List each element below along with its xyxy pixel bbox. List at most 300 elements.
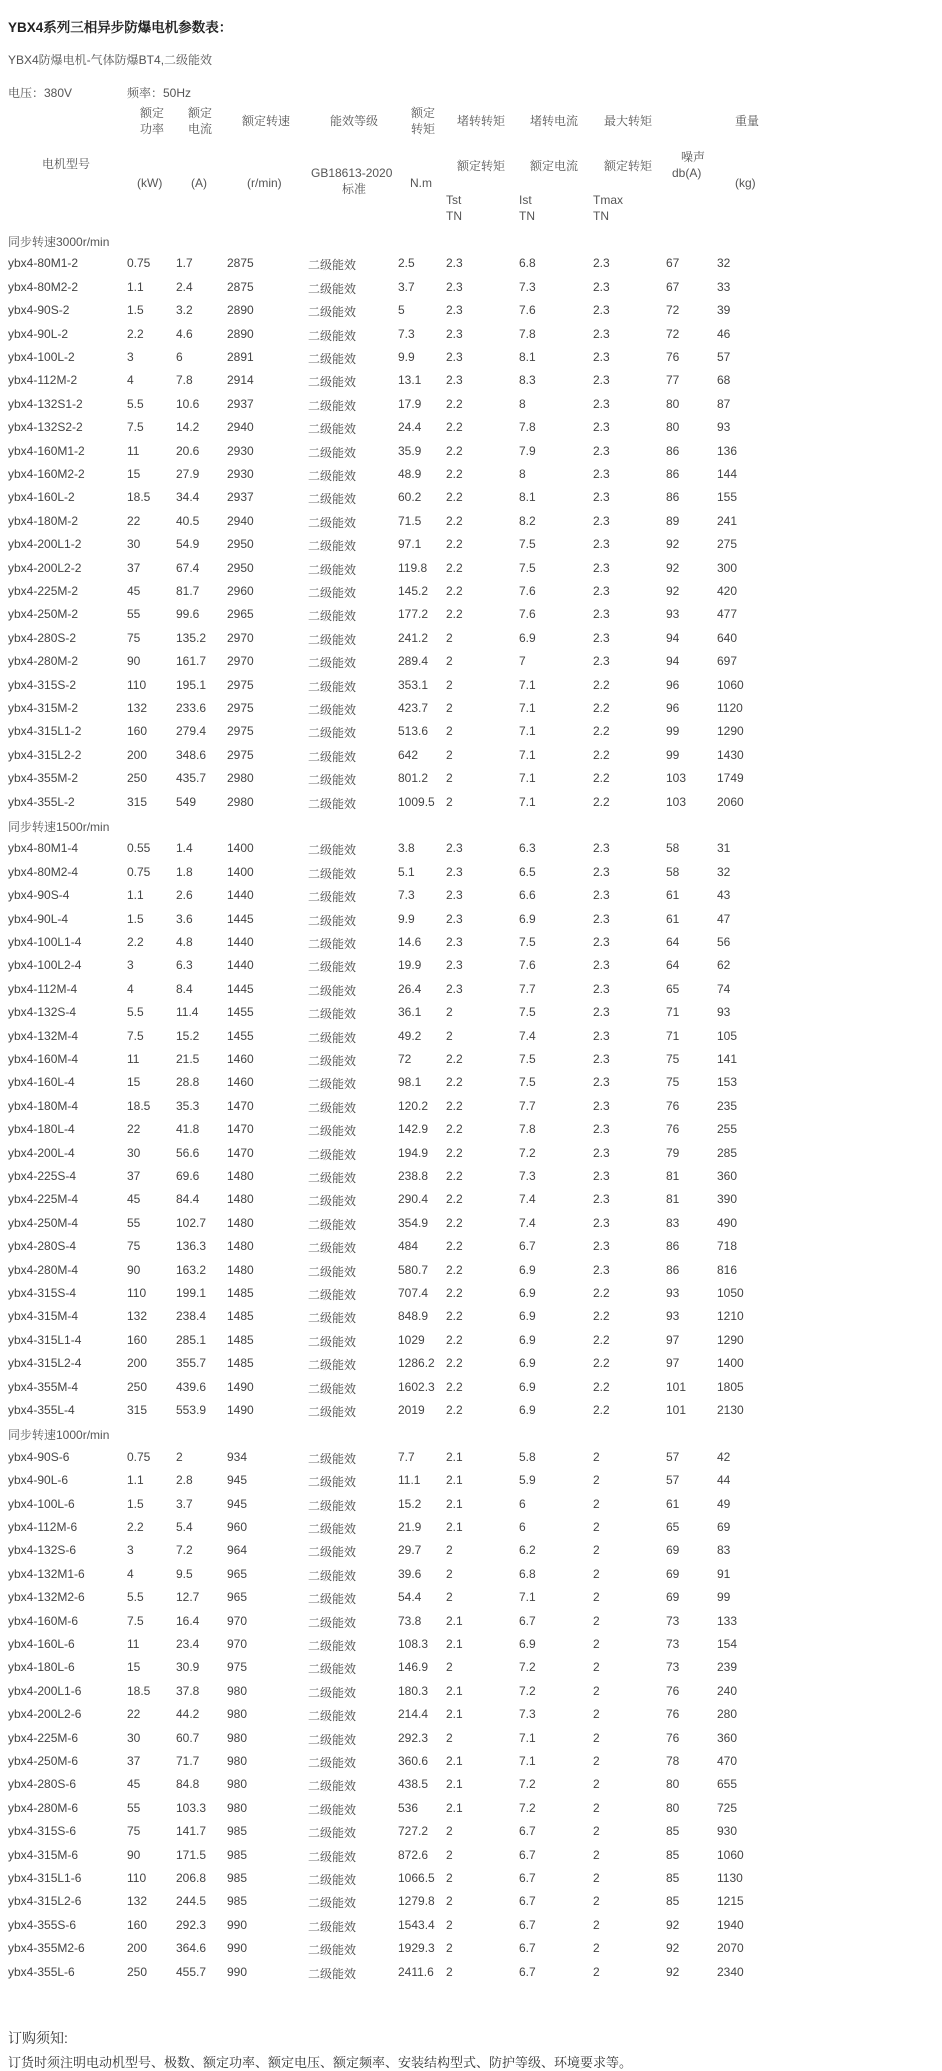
table-cell: 97	[666, 1356, 680, 1371]
table-cell: 2	[446, 724, 453, 739]
table-cell: 7.1	[519, 677, 536, 692]
table-cell: 1455	[227, 1005, 254, 1020]
table-cell: 725	[717, 1800, 738, 1815]
table-cell: 2.3	[593, 396, 610, 411]
table-cell: 7.5	[519, 935, 536, 949]
table-cell: 58	[666, 841, 680, 856]
table-row	[0, 510, 760, 533]
table-cell: 5	[398, 303, 405, 318]
notes-title: 订购须知:	[8, 2030, 68, 2046]
table-cell: 1286.2	[398, 1356, 435, 1371]
header-power-line2: 功率	[140, 122, 165, 136]
header-noise: 噪声	[681, 150, 706, 164]
table-cell: 30	[127, 537, 141, 552]
table-cell: 93	[666, 607, 680, 622]
table-cell: 964	[227, 1543, 248, 1558]
table-cell: 二级能效	[308, 1943, 357, 1958]
table-cell: 354.9	[398, 1215, 429, 1230]
table-cell: ybx4-160L-6	[8, 1637, 75, 1651]
table-cell: 2.4	[176, 279, 193, 294]
table-cell: 1279.8	[398, 1894, 435, 1909]
table-cell: 69	[666, 1566, 680, 1581]
table-cell: 62	[717, 958, 731, 973]
table-cell: 二级能效	[308, 1849, 357, 1864]
table-cell: 1485	[227, 1332, 254, 1347]
table-cell: 3.6	[176, 911, 193, 926]
table-cell: 二级能效	[308, 1381, 357, 1396]
table-cell: 155	[717, 490, 738, 505]
table-cell: 2	[176, 1449, 183, 1464]
table-cell: 2.1	[446, 1496, 463, 1511]
table-cell: 2937	[227, 490, 254, 505]
table-cell: 5.4	[176, 1520, 193, 1534]
table-cell: 2937	[227, 396, 254, 411]
table-cell: 2.2	[446, 1356, 463, 1371]
table-cell: 2.2	[446, 467, 463, 481]
table-cell: 930	[717, 1824, 738, 1839]
table-cell: ybx4-112M-6	[8, 1520, 78, 1534]
table-cell: 7.3	[398, 326, 415, 341]
table-cell: 1929.3	[398, 1941, 435, 1956]
table-cell: 985	[227, 1824, 248, 1839]
table-cell: 2.1	[446, 1520, 463, 1534]
table-cell: 27.9	[176, 467, 200, 481]
table-row	[0, 884, 760, 907]
table-cell: 990	[227, 1941, 248, 1956]
table-cell: 0.75	[127, 256, 151, 271]
table-row	[0, 1095, 760, 1118]
table-cell: 76	[666, 1098, 680, 1113]
table-cell: 2.3	[593, 490, 610, 505]
table-cell: 78	[666, 1754, 680, 1768]
table-cell: 0.75	[127, 1449, 151, 1464]
table-cell: 7.6	[519, 607, 536, 622]
table-cell: 81	[666, 1192, 680, 1207]
table-cell: 2.3	[593, 935, 610, 949]
table-cell: 61	[666, 888, 680, 903]
table-cell: 180.3	[398, 1683, 429, 1698]
table-cell: 7.8	[176, 373, 193, 388]
table-cell: 7.6	[519, 303, 536, 318]
table-cell: 49	[717, 1496, 731, 1511]
table-cell: 1.8	[176, 864, 193, 879]
table-cell: ybx4-80M2-2	[8, 279, 79, 294]
table-cell: 2965	[227, 607, 254, 622]
table-cell: 2.2	[446, 584, 463, 598]
table-cell: 80	[666, 420, 680, 435]
table-cell: 3	[127, 1543, 134, 1558]
table-cell: 4.8	[176, 935, 193, 949]
table-row	[0, 837, 760, 860]
table-cell: 945	[227, 1473, 248, 1488]
table-cell: 二级能效	[308, 515, 357, 530]
table-row	[0, 954, 760, 977]
table-cell: ybx4-280S-4	[8, 1239, 77, 1254]
table-cell: 二级能效	[308, 1615, 357, 1630]
table-row	[0, 767, 760, 790]
table-cell: 2	[446, 1917, 453, 1932]
table-cell: 10.6	[176, 396, 200, 411]
table-cell: 6.6	[519, 888, 536, 903]
table-cell: 7.6	[519, 958, 536, 973]
table-cell: 二级能效	[308, 632, 357, 647]
table-cell: 300	[717, 560, 738, 575]
table-cell: 1485	[227, 1309, 254, 1324]
table-cell: 1210	[717, 1309, 744, 1324]
table-cell: ybx4-200L2-6	[8, 1707, 82, 1722]
table-cell: 1.7	[176, 256, 193, 271]
header-efficiency-std: GB18613-2020	[311, 166, 393, 180]
table-cell: 30	[127, 1145, 141, 1160]
table-cell: 37.8	[176, 1683, 200, 1698]
table-cell: 2.3	[446, 864, 463, 879]
table-cell: 72	[398, 1052, 412, 1066]
table-cell: 1400	[717, 1356, 744, 1371]
table-cell: 1215	[717, 1894, 744, 1909]
table-cell: 945	[227, 1496, 248, 1511]
table-cell: 2950	[227, 537, 254, 552]
table-cell: 1470	[227, 1122, 254, 1137]
table-cell: 14.2	[176, 420, 200, 435]
table-cell: 2	[446, 1964, 453, 1979]
table-cell: 513.6	[398, 724, 429, 739]
voltage-label: 电压：380V	[8, 86, 73, 100]
table-cell: 2.2	[446, 1075, 463, 1090]
table-cell: 2340	[717, 1964, 744, 1979]
table-cell: 7.4	[519, 1215, 536, 1230]
table-cell: 1485	[227, 1286, 254, 1300]
table-row	[0, 791, 760, 814]
table-cell: 69.6	[176, 1169, 200, 1183]
table-cell: 2.3	[446, 841, 463, 856]
table-row	[0, 463, 760, 486]
table-cell: 1460	[227, 1075, 254, 1090]
table-cell: 2.3	[446, 279, 463, 294]
table-cell: 101	[666, 1403, 687, 1417]
page-title: YBX4系列三相异步防爆电机参数表：	[8, 20, 233, 35]
table-cell: 80	[666, 396, 680, 411]
table-row	[0, 393, 760, 416]
table-cell: 37	[127, 1169, 141, 1183]
table-cell: 6.7	[519, 1894, 536, 1909]
table-cell: 2.3	[593, 1122, 610, 1137]
table-cell: 2.3	[593, 1052, 610, 1066]
table-cell: 二级能效	[308, 983, 357, 998]
table-row	[0, 1235, 760, 1258]
table-cell: 3	[127, 350, 134, 364]
table-cell: 61	[666, 1496, 680, 1511]
table-cell: 86	[666, 1262, 680, 1277]
table-cell: 142.9	[398, 1122, 429, 1137]
table-cell: 1490	[227, 1403, 254, 1417]
table-row	[0, 1680, 760, 1703]
table-cell: 3.2	[176, 303, 193, 318]
table-cell: 105	[717, 1028, 738, 1043]
table-cell: 76	[666, 1683, 680, 1698]
table-cell: ybx4-315S-4	[8, 1286, 77, 1300]
table-cell: 2.3	[593, 443, 610, 458]
table-cell: ybx4-355L-6	[8, 1964, 75, 1979]
header-power-line1: 额定	[140, 106, 165, 120]
table-cell: 二级能效	[308, 1264, 357, 1279]
table-cell: 250	[127, 771, 148, 786]
table-cell: 1.5	[127, 1496, 144, 1511]
table-cell: 2060	[717, 794, 744, 809]
header-locked-torque-sub: 额定转矩	[457, 159, 506, 173]
table-cell: 2	[593, 1520, 600, 1534]
table-cell: 2	[446, 1730, 453, 1745]
table-cell: 355.7	[176, 1356, 207, 1371]
table-cell: 80	[666, 1800, 680, 1815]
table-cell: 2.3	[593, 1005, 610, 1020]
table-cell: 279.4	[176, 724, 207, 739]
table-cell: ybx4-315L1-2	[8, 724, 82, 739]
table-cell: 73	[666, 1613, 680, 1628]
table-cell: 2.2	[593, 1356, 610, 1371]
table-cell: 2.3	[593, 1145, 610, 1160]
section-label: 同步转速1500r/min	[8, 820, 110, 834]
table-cell: 2.3	[593, 513, 610, 528]
table-cell: 14.6	[398, 935, 422, 949]
table-cell: 二级能效	[308, 1802, 357, 1817]
table-cell: 238.8	[398, 1169, 429, 1183]
table-cell: 二级能效	[308, 328, 357, 343]
table-cell: 2.2	[446, 396, 463, 411]
table-cell: 970	[227, 1637, 248, 1651]
table-cell: 965	[227, 1590, 248, 1605]
table-cell: 2.3	[593, 607, 610, 622]
table-cell: 1440	[227, 935, 254, 949]
table-cell: 86	[666, 490, 680, 505]
table-cell: 85	[666, 1871, 680, 1885]
table-cell: 11.1	[398, 1473, 421, 1488]
table-cell: 2.3	[593, 467, 610, 481]
table-cell: 4	[127, 373, 134, 388]
table-cell: 8.4	[176, 981, 193, 996]
table-cell: 2	[593, 1637, 600, 1651]
table-cell: 92	[666, 1964, 680, 1979]
table-cell: 二级能效	[308, 1826, 357, 1841]
table-cell: 980	[227, 1754, 248, 1768]
table-cell: 6.7	[519, 1871, 536, 1885]
table-cell: 2.2	[593, 1379, 610, 1394]
table-cell: 146.9	[398, 1660, 429, 1675]
table-cell: 206.8	[176, 1871, 207, 1885]
table-cell: 2.3	[593, 373, 610, 388]
table-cell: 8	[519, 396, 526, 411]
table-cell: 470	[717, 1754, 738, 1768]
table-cell: 2	[446, 747, 453, 762]
table-cell: 93	[717, 420, 731, 435]
table-cell: 65	[666, 981, 680, 996]
table-row	[0, 1727, 760, 1750]
table-cell: 2.3	[446, 935, 463, 949]
table-cell: 0.55	[127, 841, 151, 856]
table-cell: 2980	[227, 794, 254, 809]
table-cell: ybx4-90S-6	[8, 1449, 70, 1464]
table-cell: 71.5	[398, 513, 422, 528]
table-cell: 92	[666, 537, 680, 552]
table-cell: 16.4	[176, 1613, 200, 1628]
table-cell: 2.3	[593, 256, 610, 271]
table-cell: 35.9	[398, 443, 422, 458]
table-row	[0, 1844, 760, 1867]
table-cell: ybx4-315M-6	[8, 1847, 79, 1862]
table-cell: 2411.6	[398, 1964, 434, 1979]
table-cell: 2.2	[446, 607, 463, 622]
table-cell: 92	[666, 584, 680, 598]
table-cell: 35.3	[176, 1098, 200, 1113]
table-cell: 46	[717, 326, 731, 341]
table-cell: 83	[666, 1215, 680, 1230]
table-cell: 6.7	[519, 1613, 536, 1628]
table-cell: 11	[127, 443, 140, 458]
table-cell: ybx4-90L-2	[8, 326, 69, 341]
table-cell: 1445	[227, 911, 254, 926]
table-cell: 20.6	[176, 443, 200, 458]
table-cell: 6.9	[519, 1403, 536, 1417]
table-cell: 145.2	[398, 584, 429, 598]
table-cell: 536	[398, 1800, 419, 1815]
header-max-torque-tn: TN	[593, 209, 609, 223]
table-row	[0, 252, 760, 275]
table-cell: 642	[398, 747, 419, 762]
table-cell: 7.3	[398, 888, 415, 903]
table-cell: 110	[127, 1871, 147, 1885]
table-cell: 1.1	[127, 279, 144, 294]
table-cell: 438.5	[398, 1777, 429, 1792]
table-cell: 43	[717, 888, 731, 903]
table-cell: 707.4	[398, 1286, 429, 1300]
header-locked-torque-sym: Tst	[446, 193, 462, 207]
header-current-unit: (A)	[191, 176, 207, 190]
table-cell: ybx4-180L-6	[8, 1660, 75, 1675]
table-cell: 435.7	[176, 771, 207, 786]
table-cell: 292.3	[398, 1730, 429, 1745]
table-cell: 7.5	[519, 537, 536, 552]
table-cell: 6.2	[519, 1543, 536, 1558]
table-cell: 22	[127, 513, 141, 528]
table-cell: 2.3	[593, 1239, 610, 1254]
table-row	[0, 1914, 760, 1937]
table-cell: 9.5	[176, 1566, 193, 1581]
table-cell: 二级能效	[308, 609, 357, 624]
table-cell: 2.3	[593, 864, 610, 879]
table-cell: 718	[717, 1239, 738, 1254]
table-cell: 92	[666, 1941, 680, 1956]
table-cell: 2	[446, 654, 453, 669]
table-cell: 1543.4	[398, 1917, 435, 1932]
table-cell: 980	[227, 1683, 248, 1698]
table-cell: 二级能效	[308, 1522, 357, 1536]
table-cell: 727.2	[398, 1824, 429, 1839]
table-cell: 96	[666, 701, 680, 715]
table-cell: 二级能效	[308, 1732, 357, 1747]
table-cell: 8	[519, 467, 526, 481]
table-cell: 二级能效	[308, 1873, 357, 1887]
table-cell: 2	[446, 1847, 453, 1862]
table-cell: 69	[666, 1590, 680, 1605]
table-cell: 7.8	[519, 1122, 536, 1137]
table-cell: 477	[717, 607, 738, 622]
table-cell: 76	[666, 1730, 680, 1745]
table-cell: 290.4	[398, 1192, 429, 1207]
table-cell: ybx4-200L1-2	[8, 537, 82, 552]
table-cell: 2	[446, 630, 453, 645]
table-cell: 2.1	[446, 1613, 463, 1628]
table-cell: 8.3	[519, 373, 536, 388]
table-cell: ybx4-250M-2	[8, 607, 79, 622]
table-cell: 2.2	[446, 1309, 463, 1324]
table-cell: 91	[717, 1566, 731, 1581]
page-subtitle: YBX4防爆电机-气体防爆BT4,二级能效	[8, 53, 213, 67]
table-cell: 6.7	[519, 1941, 536, 1956]
table-cell: 1445	[227, 981, 254, 996]
table-cell: 2.2	[593, 771, 610, 786]
table-cell: 171.5	[176, 1847, 207, 1862]
table-cell: 7.2	[176, 1543, 193, 1558]
table-cell: 285	[717, 1145, 738, 1160]
table-cell: 103.3	[176, 1800, 207, 1815]
table-cell: 6.9	[519, 1262, 536, 1277]
table-cell: 7.1	[519, 1730, 536, 1745]
table-cell: ybx4-355M-2	[8, 771, 79, 786]
table-row	[0, 1563, 760, 1586]
header-weight-unit: (kg)	[735, 176, 756, 190]
table-row	[0, 603, 760, 626]
table-cell: 2960	[227, 584, 254, 598]
table-row	[0, 1188, 760, 1211]
table-cell: ybx4-355S-6	[8, 1917, 77, 1932]
table-cell: 315	[127, 794, 148, 809]
table-row	[0, 299, 760, 322]
table-cell: 1455	[227, 1028, 254, 1043]
table-cell: 2970	[227, 630, 254, 645]
table-cell: 2875	[227, 279, 254, 294]
table-cell: 81	[666, 1169, 680, 1183]
table-row	[0, 416, 760, 439]
table-cell: 195.1	[176, 677, 207, 692]
table-cell: 135.2	[176, 630, 207, 645]
table-cell: 2.2	[593, 747, 610, 762]
table-cell: 二级能效	[308, 586, 357, 600]
table-cell: 2.2	[127, 326, 144, 341]
table-cell: 5.9	[519, 1473, 536, 1488]
table-row	[0, 533, 760, 556]
table-cell: 二级能效	[308, 1100, 357, 1115]
table-row	[0, 1142, 760, 1165]
table-cell: 33	[717, 279, 731, 294]
table-cell: 二级能效	[308, 1007, 357, 1022]
table-cell: 2975	[227, 701, 254, 715]
table-cell: 87	[717, 396, 731, 411]
table-cell: ybx4-200L-4	[8, 1145, 75, 1160]
table-row	[0, 1633, 760, 1656]
table-cell: 7.1	[519, 724, 536, 739]
table-row	[0, 1703, 760, 1726]
table-cell: 2914	[227, 373, 254, 388]
table-cell: 2	[593, 1613, 600, 1628]
table-cell: 8.1	[519, 490, 536, 505]
table-cell: 2	[446, 677, 453, 692]
table-cell: 235	[717, 1098, 738, 1113]
section-label: 同步转速1000r/min	[8, 1428, 110, 1443]
table-cell: 2130	[717, 1403, 744, 1417]
table-cell: 86	[666, 1239, 680, 1254]
table-cell: 7.1	[519, 771, 536, 786]
table-row	[0, 1773, 760, 1796]
table-cell: 二级能效	[308, 1662, 357, 1677]
